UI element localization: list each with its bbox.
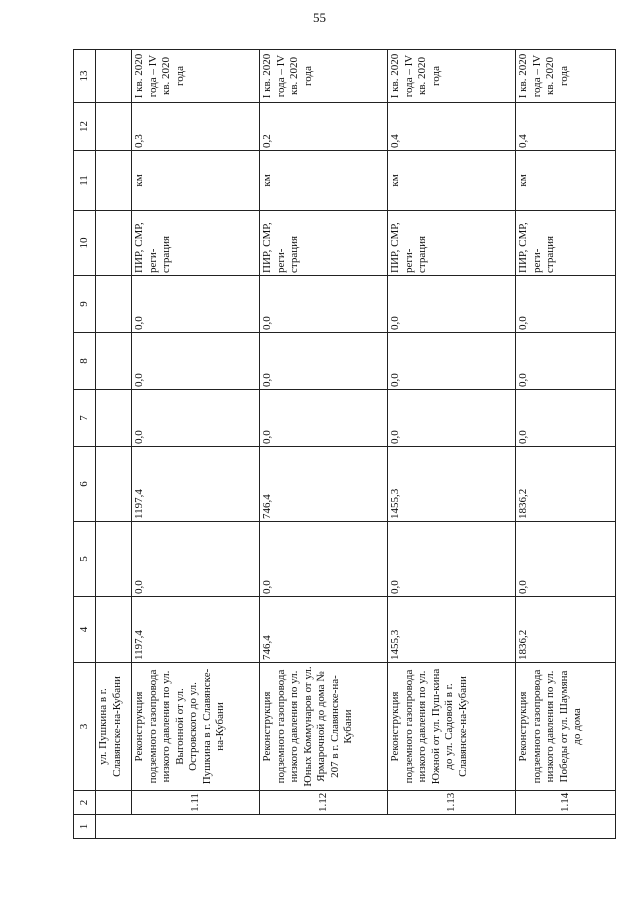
value-cell: 0,0: [516, 276, 616, 333]
table-row: [516, 50, 616, 839]
works-cell: ПИР, СМР, реги-страция: [260, 211, 388, 276]
value-cell: 746,4: [260, 597, 388, 663]
column-header: 10: [74, 211, 96, 276]
table-row: [388, 50, 516, 839]
value-cell: 0,0: [388, 276, 516, 333]
object-name-cell: Реконструкция подземного газопровода низкого давления по ул. Победы от ул. Шаумяна до дома: [516, 663, 616, 791]
column-header: 13: [74, 50, 96, 103]
works-cell: ПИР, СМР, реги-страция: [388, 211, 516, 276]
row-number-cell: 1.14: [516, 791, 616, 815]
period-cell: I кв. 2020 года – IV кв. 2020 года: [132, 50, 260, 103]
period-cell: I кв. 2020 года – IV кв. 2020 года: [388, 50, 516, 103]
column-header: 11: [74, 151, 96, 211]
column-1-cell: [96, 815, 616, 839]
length-cell: 0,2: [260, 103, 388, 151]
unit-cell: км: [388, 151, 516, 211]
works-cell: ПИР, СМР, реги-страция: [132, 211, 260, 276]
value-cell: 1197,4: [132, 597, 260, 663]
rotated-table-container: [73, 50, 602, 839]
empty-cell: [96, 151, 132, 211]
period-cell: I кв. 2020 года – IV кв. 2020 года: [516, 50, 616, 103]
row-number-cell: 1.13: [388, 791, 516, 815]
empty-cell: [96, 791, 132, 815]
column-header: 3: [74, 663, 96, 791]
value-cell: 0,0: [260, 333, 388, 390]
empty-cell: [96, 390, 132, 447]
empty-cell: [96, 103, 132, 151]
empty-cell: [96, 447, 132, 522]
value-cell: 1197,4: [132, 447, 260, 522]
empty-cell: [96, 50, 132, 103]
length-cell: 0,4: [516, 103, 616, 151]
continuation-row: [96, 50, 132, 839]
column-header: 12: [74, 103, 96, 151]
column-header: 8: [74, 333, 96, 390]
object-name-cell: ул. Пушкина в г. Славянске-на-Кубани: [96, 663, 132, 791]
value-cell: 0,0: [260, 522, 388, 597]
value-cell: 0,0: [132, 276, 260, 333]
value-cell: 0,0: [516, 333, 616, 390]
row-number-cell: 1.12: [260, 791, 388, 815]
unit-cell: км: [132, 151, 260, 211]
empty-cell: [96, 333, 132, 390]
object-name-cell: Реконструкция подземного газопровода низкого давления по ул. Юных Коммунаров от ул. Ярмарочной до дома № 207 в г. Славянске-на-Кубани: [260, 663, 388, 791]
column-header: 2: [74, 791, 96, 815]
value-cell: 0,0: [388, 390, 516, 447]
unit-cell: км: [260, 151, 388, 211]
table-row: [132, 50, 260, 839]
period-cell: I кв. 2020 года – IV кв. 2020 года: [260, 50, 388, 103]
column-header: 9: [74, 276, 96, 333]
value-cell: 0,0: [132, 390, 260, 447]
object-name-cell: Реконструкция подземного газопровода низкого давления по ул. Выгонной от ул. Островского до ул. Пушкина в г. Славянске-на-Кубани: [132, 663, 260, 791]
empty-cell: [96, 597, 132, 663]
column-header: 4: [74, 597, 96, 663]
works-cell: ПИР, СМР, реги-страция: [516, 211, 616, 276]
empty-cell: [96, 211, 132, 276]
value-cell: 0,0: [260, 390, 388, 447]
column-header: 5: [74, 522, 96, 597]
table-row: [260, 50, 388, 839]
object-name-cell: Реконструкция подземного газопровода низкого давления по ул. Южной от ул. Пуш-кина до ул. Садовой в г. Славянске-на-Кубани: [388, 663, 516, 791]
value-cell: 1455,3: [388, 447, 516, 522]
value-cell: 1836,2: [516, 597, 616, 663]
column-header: 7: [74, 390, 96, 447]
value-cell: 0,0: [516, 522, 616, 597]
unit-cell: км: [516, 151, 616, 211]
empty-cell: [96, 522, 132, 597]
value-cell: 1455,3: [388, 597, 516, 663]
row-number-cell: 1.11: [132, 791, 260, 815]
header-row: [74, 50, 96, 839]
value-cell: 0,0: [388, 333, 516, 390]
length-cell: 0,3: [132, 103, 260, 151]
value-cell: 746,4: [260, 447, 388, 522]
value-cell: 1836,2: [516, 447, 616, 522]
value-cell: 0,0: [388, 522, 516, 597]
value-cell: 0,0: [132, 333, 260, 390]
column-header: 1: [74, 815, 96, 839]
value-cell: 0,0: [132, 522, 260, 597]
program-table: [73, 49, 616, 839]
value-cell: 0,0: [516, 390, 616, 447]
empty-cell: [96, 276, 132, 333]
page-number: 55: [313, 10, 326, 25]
column-header: 6: [74, 447, 96, 522]
length-cell: 0,4: [388, 103, 516, 151]
value-cell: 0,0: [260, 276, 388, 333]
